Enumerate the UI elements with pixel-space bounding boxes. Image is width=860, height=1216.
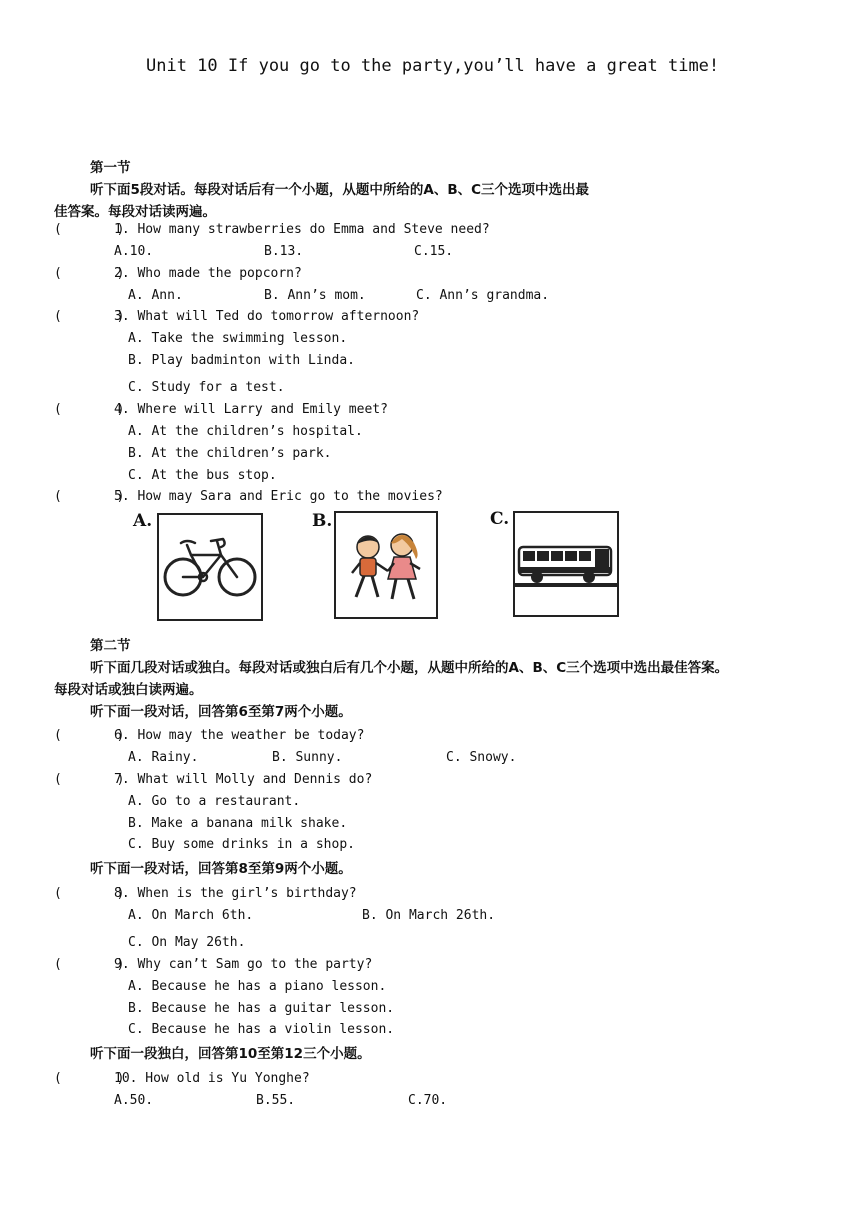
q6-option-b: B. Sunny. [272,750,343,765]
answer-blank-q3[interactable]: ( ) [54,309,125,324]
q2-option-a: A. Ann. [128,288,183,303]
q6-option-c: C. Snowy. [446,750,517,765]
q10-option-b: B.55. [256,1093,296,1108]
answer-blank-q7[interactable]: ( ) [54,772,125,787]
q7-option-a: A. Go to a restaurant. [128,794,301,809]
section1-instruction-line1: 听下面5段对话。每段对话后有一个小题，从题中所给的A、B、C三个选项中选出最 [90,182,590,198]
answer-blank-q1[interactable]: ( ) [54,222,125,237]
q10-option-a: A.50. [114,1093,154,1108]
answer-blank-q4[interactable]: ( ) [54,402,125,417]
q1-option-a: A.10. [114,244,154,259]
section2-subinstruction-2: 听下面一段对话，回答第8至第9两个小题。 [90,861,352,877]
q6-option-a: A. Rainy. [128,750,199,765]
section2-subinstruction-3: 听下面一段独白，回答第10至第12三个小题。 [90,1046,371,1062]
section2-instruction-line1: 听下面几段对话或独白。每段对话或独白后有几个小题，从题中所给的A、B、C三个选项中选出最佳答案。 [90,660,729,676]
q4-option-a: A. At the children’s hospital. [128,424,363,439]
q5-option-c-label: C. [490,509,510,529]
q9-option-b: B. Because he has a guitar lesson. [128,1001,395,1016]
question-5: 5. How may Sara and Eric go to the movies? [114,489,443,504]
q4-option-c: C. At the bus stop. [128,468,277,483]
question-8: 8. When is the girl’s birthday? [114,886,357,901]
question-9: 9. Why can’t Sam go to the party? [114,957,373,972]
q8-option-c: C. On May 26th. [128,935,246,950]
q5-option-b-label: B. [312,511,333,531]
q1-option-c: C.15. [414,244,454,259]
question-6: 6. How may the weather be today? [114,728,365,743]
q3-option-b: B. Play badminton with Linda. [128,353,355,368]
question-2: 2. Who made the popcorn? [114,266,302,281]
walking-children-icon [336,513,436,617]
answer-blank-q8[interactable]: ( ) [54,886,125,901]
q9-option-a: A. Because he has a piano lesson. [128,979,387,994]
answer-blank-q10[interactable]: ( ) [54,1071,125,1086]
q5-option-a-image[interactable] [157,513,263,621]
q7-option-b: B. Make a banana milk shake. [128,816,348,831]
q2-option-b: B. Ann’s mom. [264,288,366,303]
answer-blank-q6[interactable]: ( ) [54,728,125,743]
q5-option-c-image[interactable] [513,511,619,617]
q3-option-a: A. Take the swimming lesson. [128,331,348,346]
bus-icon [515,513,617,615]
q5-option-a-label: A. [133,511,153,531]
page-title: Unit 10 If you go to the party,you’ll have a great time! [146,56,720,76]
answer-blank-q9[interactable]: ( ) [54,957,125,972]
answer-blank-q5[interactable]: ( ) [54,489,125,504]
q8-option-a: A. On March 6th. [128,908,254,923]
question-10: 10. How old is Yu Yonghe? [114,1071,310,1086]
section1-instruction-line2: 佳答案。每段对话读两遍。 [54,204,216,220]
q5-option-b-image[interactable] [334,511,438,619]
q2-option-c: C. Ann’s grandma. [416,288,550,303]
section2-instruction-line2: 每段对话或独白读两遍。 [54,682,203,698]
question-3: 3. What will Ted do tomorrow afternoon? [114,309,420,324]
section2-subinstruction-1: 听下面一段对话，回答第6至第7两个小题。 [90,704,352,720]
question-7: 7. What will Molly and Dennis do? [114,772,373,787]
q8-option-b: B. On March 26th. [362,908,496,923]
q4-option-b: B. At the children’s park. [128,446,332,461]
q10-option-c: C.70. [408,1093,448,1108]
question-4: 4. Where will Larry and Emily meet? [114,402,388,417]
q1-option-b: B.13. [264,244,304,259]
section1-heading: 第一节 [90,160,131,176]
answer-blank-q2[interactable]: ( ) [54,266,125,281]
q3-option-c: C. Study for a test. [128,380,285,395]
question-1: 1. How many strawberries do Emma and Steve need? [114,222,490,237]
bicycle-icon [159,515,261,619]
section2-heading: 第二节 [90,638,131,654]
q9-option-c: C. Because he has a violin lesson. [128,1022,395,1037]
q7-option-c: C. Buy some drinks in a shop. [128,837,355,852]
